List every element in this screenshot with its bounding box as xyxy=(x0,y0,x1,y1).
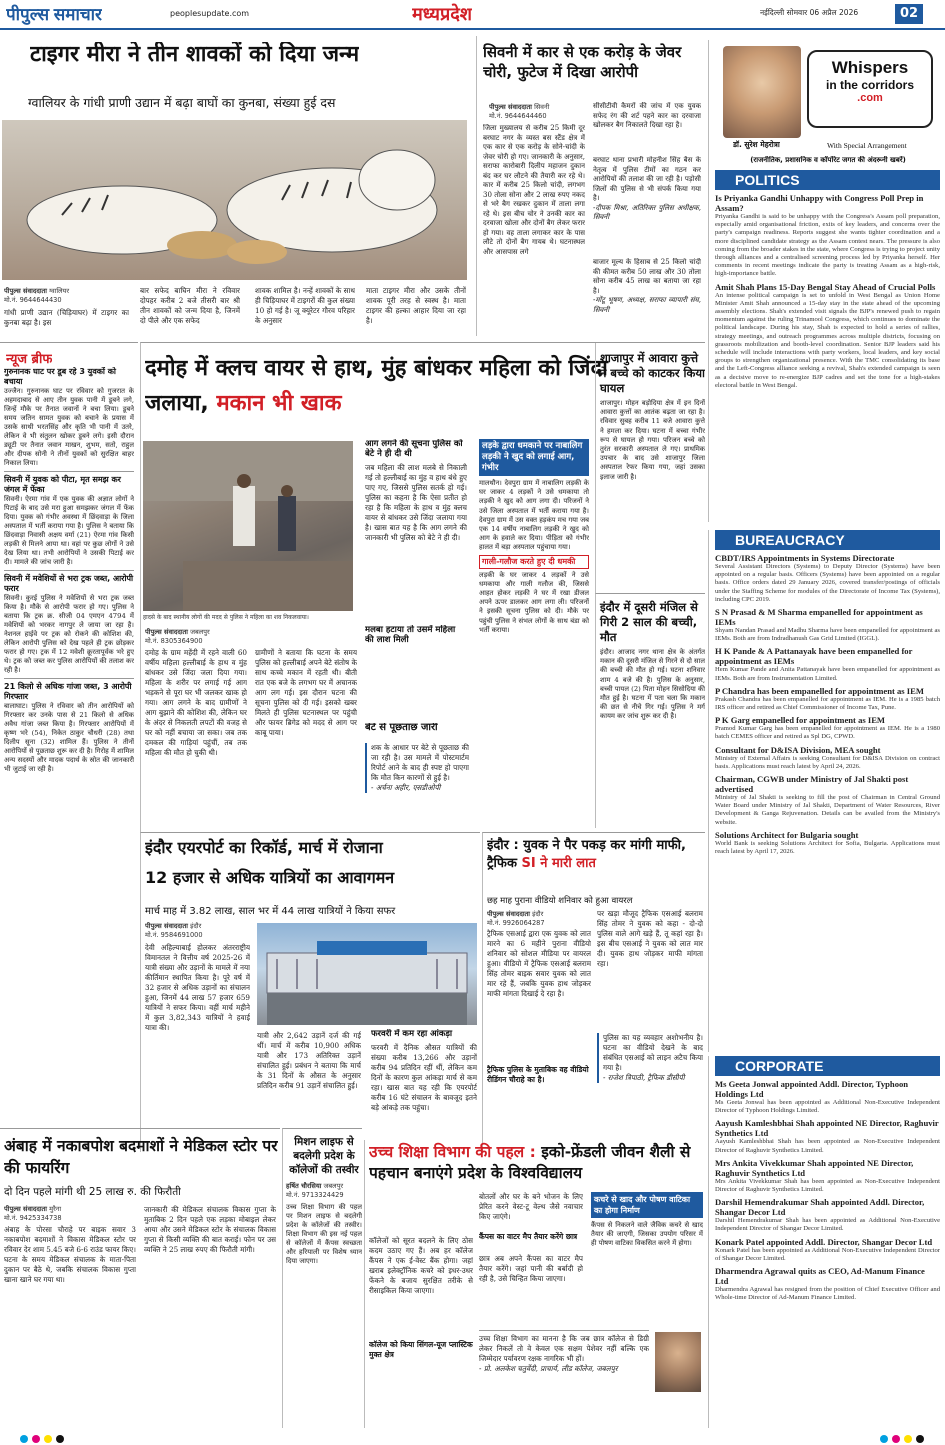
traffic-quote-author: - राजेश त्रिपाठी, ट्रैफिक डीसीपी xyxy=(603,1073,685,1082)
damoh-quote-author: - अर्चना अहीर, एसडीओपी xyxy=(371,783,441,792)
damoh-quote xyxy=(365,743,469,793)
politics-head-1: Is Priyanka Gandhi Unhappy with Congress Poll Prep in Assam? xyxy=(715,193,924,213)
traffic-col2: पर खड़ा मौजूद ट्रैफिक एसआई बलराम सिंह तोमर ने युवक को कहा - दो-दो पुलिस वाले आगे खड़े हैं, तू कहां रहा है। इस बीच एसआई ने युवक को लात मार दी। युवक हाथ जोड़कर माफी मांगता रहा। xyxy=(597,909,703,968)
airport-sub: फरवरी में कम रहा आंकड़ा xyxy=(371,1029,453,1039)
registration-dot-7 xyxy=(904,1435,912,1443)
professor-photo xyxy=(655,1332,701,1392)
tiger-subhead: ग्वालियर के गांधी प्राणी उद्यान में बढ़ा बाघों का कुनबा, संख्या हुई दस xyxy=(28,95,336,110)
bureaucracy-head-5: P K Garg empanelled for appointment as IEM xyxy=(715,715,886,726)
whispers-author: डॉ. सुरेश मेहरोत्रा xyxy=(733,140,780,149)
seoni-byline-name: पीपुल्स संवाददाता xyxy=(489,103,533,111)
ambah-headline: अंबाह में नकाबपोश बदमाशों ने मेडिकल स्टोर पर की फायरिंग xyxy=(4,1137,278,1177)
traffic-byline-name: पीपुल्स संवाददाता xyxy=(487,910,531,918)
corporate-head-4: Darshil Hemendrakumar Shah appointed Addl. Director, Shangar Decor Ltd xyxy=(715,1197,925,1218)
brief-divider-1 xyxy=(4,471,134,472)
seoni-col1: जिला मुख्यालय से करीब 25 किमी दूर बरघाट नगर के व्यस्त बस स्टैंड क्षेत्र में एक कार से एक करोड़ के सोने-चांदी के जेवर चोरी हो गए। जानकारी के अनुसार, सराफा कारोबारी दिलीप महाजन दुकान बंद कर घर लौटने की तैयारी कर रहे थे। कार में करीब 25 किलो चांदी, लगभग 30 तोला सोना और 2 लाख रुपए नकद से भरे बैग रखकर दुकान में ताला लगा रहे थे। इस बीच चोर ने उनकी कार का दरवाजा खोला और दोनों बैग लेकर फरार हो गया। वह ताला लगाकर कार के पास लौटे तो दोनों बैग गायब थे। घटनास्थल और आसपास लगे xyxy=(483,124,585,256)
traffic-quote xyxy=(597,1033,703,1083)
airport-illustration xyxy=(257,923,477,1025)
page-number: 02 xyxy=(895,4,923,24)
damoh-byline-city: जबलपुर xyxy=(190,628,210,636)
brief-body-3: सिवनी। कुरई पुलिस ने मवेशियों से भरा ट्रक जब्त किया है। मौके से आरोपी फरार हो गए। पुलिस ने बताया कि ट्रक क्र. सीजी 04 एमएन 4794 में मवेशियों को भरकर नागपुर ले जाया जा रहा है। नेशनल हाईवे पर ट्रक को रोकने की कोशिश की, लेकिन आरोपी पुलिस को देख पहले ही ट्रक छोड़कर फरार हो गए। ट्रक में 12 मवेशी क्रूरतापूर्वक भरे हुए थे। ट्रक को जब्त कर पुलिस आरोपियों की तलाश कर रही है। xyxy=(4,594,134,674)
tiger-col4: माता टाइगर मीरा और उसके तीनों शावक पूरी तरह से स्वस्थ है। माता टाइगर की हल्का आहार दिया जा रहा है। xyxy=(366,286,466,325)
bureaucracy-head-6: Consultant for D&ISA Division, MEA sought xyxy=(715,744,881,755)
ambah-mobile: मो.नं. 9425334738 xyxy=(4,1214,62,1222)
airport-story xyxy=(140,832,480,1152)
seoni-quote1-author: -दीपक मिश्रा, अतिरिक्त पुलिस अधीक्षक, सिवनी xyxy=(593,203,701,221)
corporate-body-5: Konark Patel has been appointed as Additional Non-Executive Independent Director of Shangar Decor Limited. xyxy=(715,1246,940,1262)
bureaucracy-head-1: CBDT/IRS Appointments in Systems Directorate xyxy=(715,553,895,563)
whispers-logo-line1: Whispers xyxy=(831,58,909,77)
damoh-sub2: मलबा हटाया तो उसमें महिला की लाश मिली xyxy=(365,625,456,645)
mission-story xyxy=(282,1128,362,1428)
news-brief-label: न्यूज ब्रीफ xyxy=(6,352,53,367)
ambah-byline xyxy=(4,1204,124,1222)
indore-fall-body: इंदौर। आजाद नगर थाना क्षेत्र के अंतर्गत मकान की दूसरी मंजिल से गिरने से दो साल की बच्ची की मौत हो गई। घटना शनिवार शाम 4 बजे की है। पुलिस के अनुसार, बच्ची पायल (2) पिता मोहन सिसोदिया की मौत हुई है। घटना में पता चला कि मकान की छत से नीचे गिर गई। पुलिस ने मर्ग कायम कर जांच शुरू कर दी है। xyxy=(600,648,705,721)
indore-fall-headline: इंदौर में दूसरी मंजिल से गिरी 2 साल की बच्ची, मौत xyxy=(600,600,698,644)
section-title: मध्यप्रदेश xyxy=(412,4,473,25)
whispers-logo xyxy=(807,50,933,128)
politics-title: POLITICS xyxy=(715,170,940,190)
traffic-story xyxy=(482,832,705,1152)
bureaucracy-body-3: Hem Kumar Pande and Anita Pattanayak have been empanelled for appointment as IEMs. Both are from Instrumentation Limited. xyxy=(715,666,940,682)
brand-logo: पीपुल्स समाचार xyxy=(6,5,103,24)
politics-body-2: An intense political campaign is set to unfold in West Bengal as Union Home Minister Amit Shah announced a 15-day stay in the state ahead of the upcoming assembly elections. Shah's extended visit signals the BJP's renewed push to regain momentum against the ruling Trinamool Congress, which continues to dominate the political landscape. During his stay, Shah is expected to hold a series of rallies, strategy meetings, and outreach programmes across multiple districts, focusing on grassroots mobilization and booth-level coordination. Senior BJP leaders said his schedule will include interactions with party workers, local leaders, and key social groups to strengthen organizational presence. With the TMC consolidating its base and the Left-Congress alliance seeking a revival, Shah's extended campaign is seen as a decisive move to re-energize BJP cadres and set the tone for a high-stakes electoral battle in West Bengal. xyxy=(715,291,940,389)
traffic-col1: ट्रैफिक एसआई द्वारा एक युवक को लात मारने का 6 महीने पुराना वीडियो शनिवार को सोशल मीडिया पर वायरल हुआ। वीडियो में ट्रैफिक एसआई बलराम सिंह तोमर बाइक सवार युवक को लात मार रहे हैं, जबकि युवक हाथ जोड़कर माफी मांगता दिखाई दे रहा है। xyxy=(487,929,591,998)
damoh-byline xyxy=(145,627,350,645)
damoh-headline-black: दमोह में क्लच वायर से हाथ, मुंह बांधकर महिला को जिंदा जलाया, xyxy=(145,356,608,416)
mission-byline-city: जबलपुर xyxy=(323,1182,344,1190)
brief-divider-3 xyxy=(4,678,134,679)
damoh-byline-name: पीपुल्स संवाददाता xyxy=(145,628,189,636)
mission-mobile: मो.नं. 9713324429 xyxy=(286,1191,344,1199)
bureaucracy-head-8: Solutions Architect for Bulgaria sought xyxy=(715,829,859,840)
mission-body: उच्च शिक्षा विभाग की पहल पर मिशन लाइफ से बदलेगी प्रदेश के कॉलेजों की तस्वीर। शिक्षा विभाग की इस नई पहल से कॉलेजों में कैंपस स्वच्छता और हरियाली पर विशेष ध्यान दिया जाएगा। xyxy=(286,1203,362,1265)
bureaucracy-body-2: Shyam Nandan Prasad and Madhu Sharma have been empanelled for appointment as IEMs. Both are from Indradhanush Gas Grid Limited (IGGL). xyxy=(715,627,940,643)
damoh-caption: हादसे के बाद स्थानीय लोगों की मदद से पुलिस ने महिला का शव निकलवाया। xyxy=(143,614,309,621)
traffic-subhead: छह माह पुराना वीडियो शनिवार को हुआ वायरल xyxy=(487,896,633,906)
white-tigers-photo xyxy=(2,120,467,280)
shajapur-headline: शाजापुर में आवारा कुत्ते ने बच्चे को काटकर किया घायल xyxy=(600,351,705,395)
traffic-byline-city: इंदौर xyxy=(532,910,544,918)
bureaucracy-head-7: Chairman, CGWB under Ministry of Jal Shakti post advertised xyxy=(715,774,909,795)
whispers-logo-line3: .com xyxy=(857,92,883,104)
seoni-mobile: मो.नं. 9644644460 xyxy=(489,112,547,120)
seoni-quote1 xyxy=(593,156,701,223)
higher-ed-col2: बोतलों और घर के बने भोजन के लिए प्रेरित करने वेस्ट-टू वेल्थ जैसे नवाचार किए जाएंगे। xyxy=(479,1192,583,1221)
airport-headline-1: इंदौर एयरपोर्ट का रिकॉर्ड, मार्च में रोजाना xyxy=(145,838,383,857)
bureaucracy-body-4: Prakash Chandra has been empanelled for appointment as IEM. He is a 1985 batch IRS officer and retired as Chief Commissioner of Income Tax, Pune. xyxy=(715,695,940,712)
higher-ed-headline-black: इको-फ्रेंडली जीवन शैली से पहचान बनाएंगे प्रदेश के विश्वविद्यालय xyxy=(369,1143,691,1182)
registration-dot-4 xyxy=(56,1435,64,1443)
print-color-bar xyxy=(0,1432,945,1445)
airport-headline-2: 12 हजार से अधिक यात्रियों का आवागमन xyxy=(145,868,395,887)
politics-head-2: Amit Shah Plans 15-Day Bengal Stay Ahead of Crucial Polls xyxy=(715,281,936,292)
tiger-mobile: मो.नं. 9644644430 xyxy=(4,296,62,304)
corporate-body-4: Darshil Hemendrakumar Shah has been appointed as Additional Non-Executive Independent Director of Shangar Decor Limited. xyxy=(715,1217,940,1233)
tiger-illustration xyxy=(2,120,467,280)
ambah-byline-name: पीपुल्स संवाददाता xyxy=(4,1205,48,1213)
higher-ed-quote-text: उच्च शिक्षा विभाग का मानना है कि जब छात्र कॉलेज से डिग्री लेकर निकलें तो वे केवल एक सक्षम पेशेवर नहीं बल्कि एक जिम्मेदार पर्यावरण रक्षक नागरिक भी हों। xyxy=(479,1334,649,1363)
seoni-quote1-text: बरघाट थाना प्रभारी मोहनीश सिंह बैस के नेतृत्व में पुलिस टीमों का गठन कर आरोपियों की तलाश की जा रही है। पड़ोसी जिलों की पुलिस से भी संपर्क किया गया है। xyxy=(593,156,701,202)
whispers-tagline: (राजनीतिक, प्रशासनिक व कॉर्पोरेट जगत की अंदरूनी खबरें) xyxy=(750,156,906,164)
higher-ed-headline-red: उच्च शिक्षा विभाग की पहल : xyxy=(369,1143,536,1161)
indore-airport-photo xyxy=(257,923,477,1025)
higher-ed-sub: कॉलेज को किया सिंगल-यूज प्लास्टिक मुक्त क्षेत्र xyxy=(369,1340,473,1359)
corporate-section xyxy=(708,1056,940,1428)
brief-head-4: 21 किलो से अधिक गांजा जब्त, 3 आरोपी गिरफ्तार xyxy=(4,682,132,701)
registration-dot-6 xyxy=(892,1435,900,1443)
ambah-story xyxy=(0,1128,280,1428)
traffic-headline xyxy=(487,837,705,873)
higher-ed-box xyxy=(591,1192,703,1322)
brief-divider-2 xyxy=(4,570,134,571)
news-brief-list xyxy=(4,367,134,774)
bureaucracy-head-2: S N Prasad & M Sharma empanelled for appointment as IEMs xyxy=(715,607,923,628)
seoni-quote2 xyxy=(593,258,701,315)
damoh-story xyxy=(140,342,705,832)
airport-mobile: मो.नं. 9584691000 xyxy=(145,931,203,939)
girl-body2: लड़की के घर जाकर 4 लड़कों ने उसे धमकाया और गाली गलौज की, जिससे आहत होकर लड़की ने घर में रखा डीजल अपने ऊपर डालकर आग लगा ली। परिजनों ने इसकी सूचना पुलिस को दी। मौके पर पहुंची पुलिस ने संभल लोगों के साथ बंडा को भर्ती कराया। xyxy=(479,570,589,634)
tiger-col3: शावक शामिल है। नन्हें शावकों के साथ ही चिड़ियाघर में टाइगरों की कुल संख्या 10 हो गई है। जू क्यूरेटर गौरव परिहार के अनुसार xyxy=(255,286,355,325)
masthead xyxy=(0,0,945,30)
higher-education-story xyxy=(364,1140,705,1428)
damoh-col2: जब महिला की लाश मलबे से निकाली गई तो हल्लीबाई का मुंह व हाथ बंधे हुए पाए गए, जिससे पुलिस सतर्क हो गई। पुलिस का कहना है कि ऐसा प्रतीत हो रहा है कि महिला के हाथ व मुंह क्लच वायर से बांधकर उसे जिंदा जलाया गया है। खास बात यह है कि आग लगने की जानकारी भी पुलिस को बेटे ने ही दी। xyxy=(365,463,467,542)
ambah-col2: जानकारी की मेडिकल संचालक विकास गुप्ता के मुताबिक 2 दिन पहले एक लड़का मोबाइल लेकर आया और उसने मेडिकल स्टोर के संचालक विकास गुप्ता से किसी व्यक्ति की बात कराई। फोन पर उस व्यक्ति ने 25 लाख रुपए की फिरौती मांगी। xyxy=(144,1205,276,1254)
damoh-scene-photo xyxy=(143,441,353,611)
ambah-col1: अंबाह के पोरसा चौराहे पर बाइक सवार 3 नकाबपोश बदमाशों ने विकास मेडिकल स्टोर पर रविवार देर शाम 5.45 बजे 6-6 राउंड फायर किए। घटना के समय मेडिकल संचालक के माता-पिता दुकान पर बैठे थे, जबकि संचालक विकास गुप्ता खाना खाने घर गया था। xyxy=(4,1225,136,1284)
edition-date: नईदिल्ली सोमवार 06 अप्रैल 2026 xyxy=(760,8,859,17)
higher-ed-box-title: कचरे से खाद और पोषण वाटिका का होगा निर्माण xyxy=(591,1192,703,1218)
author-photo xyxy=(723,46,801,138)
corporate-body-1: Ms Geeta Jonwal has been appointed as Additional Non-Executive Independent Director of Typhoon Holdings Limited. xyxy=(715,1099,940,1115)
seoni-col2: सीसीटीवी कैमरों की जांच में एक युवक सफेद रंग की शर्ट पहने कार का दरवाजा खोलकर बैग निकालते दिखा रहा है। xyxy=(593,102,701,129)
corporate-body-6: Dharmendra Agrawal has resigned from the position of Chief Executive Officer and Whole-time Director of Ad-Manum Finance Limited. xyxy=(715,1286,940,1302)
damoh-quote-text: शक के आधार पर बेटे से पूछताछ की जा रही है। उस मामले में पोस्टमार्टम रिपोर्ट आने के बाद ही स्पष्ट हो पाएगा कि मौत किन कारणों से हुई है। xyxy=(371,743,469,782)
shajapur-story xyxy=(595,343,705,593)
airport-byline-name: पीपुल्स संवाददाता xyxy=(145,922,189,930)
politics-body-1: Priyanka Gandhi is said to be unhappy with the Congress's Assam poll preparation, especially amid organisational friction, exits of key leaders, and concerns over the party's campaign readiness. Reports suggest she wants tighter coordination and a more disciplined candidate strategy as the Assam contest nears. The pressure is also coming from the broader stakes in the state, where Congress is trying to project unity through alliances and a centralised screening process led by Priyanka herself. Her comments in recent meetings indicate the party is treating Assam as a high-risk, high-importance battle. xyxy=(715,213,940,278)
bureaucracy-body-5: Pramod Kumar Garg has been empanelled for appointment as IEM. He is a 1980 batch CEMES officer and retired as Spl DG, CPWD. xyxy=(715,725,940,741)
damoh-scene-illustration xyxy=(143,441,353,611)
ambah-subhead: दो दिन पहले मांगी थी 25 लाख रु. की फिरौती xyxy=(4,1186,181,1198)
damoh-headline xyxy=(145,351,615,421)
girl-body: मालथौन। देवपुरा ग्राम में नाबालिग लड़की के घर जाकर 4 लड़कों ने उसे धमकाया तो लड़की ने खुद को आग लगा दी। परिजनों ने उसे जिला अस्पताल में भर्ती कराया गया है। देवपुरा ग्राम में उस वक्त हड़कंप मच गया जब एक 14 वर्षीय नाबालिग लड़की ने खुद को आग के हवाले कर दिया। पीड़िता को गंभीर हालत में बड़ा अस्पताल पहुंचाया गया। xyxy=(479,479,589,552)
higher-ed-headline xyxy=(369,1142,705,1184)
tiger-byline xyxy=(4,286,114,304)
girl-story xyxy=(479,439,589,829)
damoh-mobile: मो.नं. 8305364900 xyxy=(145,637,203,645)
brief-head-3: सिवनी में मवेशियों से भरा ट्रक जब्त, आरोपी फरार xyxy=(4,574,134,593)
traffic-headline-pre: इंदौर : युवक ने पैर पकड़ कर मांगी माफी, ट्रैफिक xyxy=(487,838,686,871)
seoni-byline-city: सिवनी xyxy=(534,103,550,111)
bureaucracy-section xyxy=(708,530,940,1052)
higher-ed-box-body: कैंपस से निकलने वाले जैविक कचरे से खाद तैयार की जाएगी, जिसका उपयोग परिसर में ही पोषण वाटिका विकसित करने में होगा। xyxy=(591,1221,703,1247)
airport-col2: यात्री और 2,642 उड़ानें दर्ज की गई थीं। मार्च में करीब 10,900 अधिक यात्री और 173 अतिरिक्त उड़ानें संचालित हुई। प्रबंधन ने बताया कि मार्च के 31 दिनों के औसत के अनुसार प्रतिदिन करीब 91 उड़ानें संचालित हुई। xyxy=(257,1031,361,1090)
corporate-head-1: Ms Geeta Jonwal appointed Addl. Director, Typhoon Holdings Ltd xyxy=(715,1079,909,1099)
damoh-headline-red: मकान भी खाक xyxy=(216,391,342,416)
news-brief-column xyxy=(0,342,138,927)
girl-box-title: लड़के द्वारा धमकाने पर नाबालिग लड़की ने खुद को लगाई आग, गंभीर xyxy=(479,439,589,476)
corporate-body-3: Mrs Ankita Vivekkumar Shah has been appointed as Non-Executive Independent Director of Raghuvir Synthetics Limited. xyxy=(715,1177,940,1194)
brief-body-4: बालाघाट। पुलिस ने रविवार को तीन आरोपियों को गिरफ्तार कर उनके पास से 21 किलो से अधिक अवैध गांजा जब्त किया है। गिरफ्तार आरोपियों में कृष्ण भरे (54), निकेत ठाकुर चौधरी (28) तथा दिलीप सूना (32) शामिल हैं। पुलिस ने तीनों आरोपियों से पूछताछ शुरू कर दी है। गिरोह में शामिल अन्य सदस्यों और मादक पदार्थ के स्रोत की जानकारी भी जुटाई जा रही है। xyxy=(4,702,134,773)
whispers-header xyxy=(708,40,940,170)
bureaucracy-head-4: P Chandra has been empanelled for appointment as IEM xyxy=(715,685,924,696)
higher-ed-col1-visible: कॉलेजों को सूरत बदलने के लिए ठोस कदम उठाए गए हैं। अब हर कॉलेज कैंपस ने एक ई-वेस्ट बैंक होगा। जहां खराब इलेक्ट्रॉनिक कचरे को इधर-उधर फेंकने के बजाय सुरक्षित तरीके से रीसाइकिल किया जाएगा। xyxy=(369,1236,473,1295)
whispers-logo-line2: in the corridors xyxy=(825,78,914,92)
airport-subhead: मार्च माह में 3.82 लाख, साल भर में 44 लाख यात्रियों ने किया सफर xyxy=(145,906,396,917)
airport-col3: फरवरी में दैनिक औसत यात्रियों की संख्या करीब 13,266 और उड़ानों करीब 94 प्रतिदिन रहीं थीं, लेकिन कम दिनों के कारण कुल आंकड़ा मार्च से कम रहा। खास बात यह रही कि एयरपोर्ट करीब 16 घंटे संचालन के बावजूद इतने बड़े आंकड़े तक पहुंचा। xyxy=(371,1043,477,1112)
brief-body-1: उज्जैन। गुरुनानक घाट पर रविवार को गुजरात के अहमदाबाद से आए तीन युवक पानी में डूबने लगे, जिन्हें मौके पर तैनात जवानों ने बचा लिया। डूबने समय जतिन सामत युवक को बचाने के प्रयास में उसके साथी भरतसिंह और कृति भी पानी में उतरे, लेकिन वे भी संतुलन खोकर डूबने लगे। इसी दौरान ड्यूटी पर तैनात जवान माखन, शुभम, सतो, राहुल और दीपक सोनी ने तीनों युवकों को सुरक्षित बाहर निकाल लिया। xyxy=(4,387,134,467)
bureaucracy-head-3: H K Pande & A Pattanayak have been empanelled for appointment as IEMs xyxy=(715,646,913,667)
brief-head-1: गुरुनानक घाट पर डूब रहे 3 युवकों को बचाया xyxy=(4,367,116,386)
bureaucracy-body-1: Several Assistant Directors (Systems) to Deputy Director (Systems) have been appointed on a regular basis. Officers (Systems) have been appointed on a regular basis. Office orders dated 29 January 2026, covered transfer/postings of officials under the Staffing Scheme for modules of the Directorate of Income Tax (Systems), including CPC 2019. xyxy=(715,563,940,603)
damoh-col3: ग्रामीणों ने बताया कि घटना के समय पुलिस को हल्लीबाई अपने बेटे संतोष के साथ कच्चे मकान में रहती थी। बीती रात एक बजे के लगभग घर में अचानक आग लग गई। इस दौरान घटना की सूचना पुलिस को दी गई। इसको खबर मिलते ही पुलिस घटनास्थल पर पहुंची और फायर ब्रिगेड को मदद से आग पर काबू पाया। xyxy=(255,648,357,737)
ambah-byline-city: मुरैना xyxy=(49,1205,62,1213)
traffic-sub: ट्रैफिक पुलिस के मुताबिक वह वीडियो रीडिंगन चौराहे का है। xyxy=(487,1065,589,1084)
corporate-head-6: Dharmendra Agrawal quits as CEO, Ad-Manum Finance Ltd xyxy=(715,1266,925,1287)
corporate-head-3: Mrs Ankita Vivekkumar Shah appointed NE Director, Raghuvir Synthetics Ltd xyxy=(715,1157,914,1178)
shajapur-body: शाजापुर। मोहन बड़ोदिया क्षेत्र में इन दिनों आवारा कुत्तों का आतंक बढ़ता जा रहा है। रविवार सुबह करीब 11 बजे आवारा कुत्ते ने हमला कर दिया। घटना में बच्चा गंभीर रूप से घायल हो गया। परिजन बच्चे को तुरंत सरकारी अस्पताल ले गए। प्राथमिक उपचार के बाद उसे शाजापुर जिला अस्पताल रेफर किया गया, जहां उसका इलाज जारी है। xyxy=(600,399,705,481)
mission-headline: मिशन लाइफ से बदलेगी प्रदेश के कॉलेजों की तस्वीर xyxy=(289,1136,359,1176)
traffic-mobile: मो.नं. 9926064287 xyxy=(487,919,545,927)
higher-ed-col3: छात्र अब अपने कैंपस का वाटर मैप तैयार करेंगे। जहां पानी की बर्बादी हो रही है, उसे चिन्हित किया जाएगा। xyxy=(479,1254,583,1283)
damoh-col1: दमोह के ग्राम महेंदी में रहने वाली 60 वर्षीय महिला हल्लीबाई के हाथ व मुंह बांधकर उसे जिंदा जला दिया गया। महिला के शरीर पर लगाई गई आग भड़कने से पूरा घर भी जलकर खाक हो गया। आग लगने के बाद ग्रामीणों ने आग बुझाने की कोशिश की, लेकिन घर के अंदर से निकलती लपटों की वजह से घर को नहीं बचाया जा सका। जब तक दमकल की गाड़ियां पहुंचीं, तब तक महिला की मौत हो चुकी थी। xyxy=(145,648,247,757)
higher-ed-quote xyxy=(479,1330,649,1374)
traffic-quote-text: पुलिस का यह व्यवहार अशोभनीय है। घटना का वीडियो देखने के बाद संबंधित एसआई को लाइन अटैच किया गया है। xyxy=(603,1033,703,1072)
damoh-sub1: आग लगने की सूचना पुलिस को बेटे ने ही दी थी xyxy=(365,439,463,459)
airport-byline xyxy=(145,921,255,939)
corporate-head-5: Konark Patel appointed Addl. Director, Shangar Decor Ltd xyxy=(715,1236,933,1247)
tiger-headline: टाइगर मीरा ने तीन शावकों को दिया जन्म xyxy=(30,42,360,67)
seoni-byline xyxy=(489,102,584,120)
indore-fall-story xyxy=(595,593,705,828)
traffic-headline-si: SI xyxy=(521,856,536,871)
registration-dot-2 xyxy=(32,1435,40,1443)
mission-byline xyxy=(286,1181,362,1199)
mission-byline-name: हर्षित चौरसिया xyxy=(286,1182,322,1190)
brief-body-2: सिवनी। ऐरमा गांव में एक युवक की अज्ञात लोगों ने पिटाई के बाद उसे मरा हुआ समझकर जंगल में फेंक दिया। युवक को गंभीर अवस्था में छिंदवाड़ा के जिला अस्पताल में भर्ती कराया गया है। पुलिस ने बताया कि छिंदवाड़ा निवासी अक्षय वर्मा (21) ऐरमा गांव किसी लड़की से मिलने आया था। वहां पर कुछ लोगों ने उसे देख लिया था। तभी आरोपियों ने उसकी पिटाई कर दी। मामले की जांच जारी है। xyxy=(4,495,134,566)
site-url[interactable]: peoplesupdate.com xyxy=(170,9,250,18)
higher-ed-quote-author: - प्रो. अलकेश चतुर्वेदी, प्राचार्य, लीड कॉलेज, जबलपुर xyxy=(479,1364,618,1373)
corporate-head-2: Aayush Kamleshbhai Shah appointed NE Director, Raghuvir Synthetics Ltd xyxy=(715,1118,939,1139)
traffic-headline-post: ने मारी लात xyxy=(540,856,596,871)
damoh-sub3: बेटे से पूछताछ जारी xyxy=(365,723,438,733)
corporate-body-2: Aayush Kamleshbhai Shah has been appointed as Non-Executive Independent Director of Raghuvir Synthetics Limited. xyxy=(715,1138,940,1154)
politics-section xyxy=(708,170,940,522)
tiger-byline-city: ग्वालियर xyxy=(49,287,70,295)
bureaucracy-body-8: World Bank is seeking Solutions Architect for Sofia, Bulgaria. Applications must reach latest by April 17, 2026. xyxy=(715,839,940,856)
seoni-story xyxy=(476,36,704,336)
tiger-col2: बार सफेद बाघिन मीरा ने रविवार दोपहर करीब 2 बजे तीसरी बार श्री तीन शावकों को जन्म दिया है, जिनमें दो पीले और एक सफेद xyxy=(140,286,240,325)
corporate-title: CORPORATE xyxy=(715,1056,940,1076)
bureaucracy-title: BUREAUCRACY xyxy=(715,530,940,550)
tiger-byline-name: पीपुल्स संवाददाता xyxy=(4,287,48,295)
traffic-byline xyxy=(487,909,597,927)
girl-sub: गाली-गलौज करते हुए दी धमकी xyxy=(479,555,589,569)
seoni-headline: सिवनी में कार से एक करोड़ के जेवर चोरी, फुटेज में दिखा आरोपी xyxy=(483,43,682,81)
tiger-story xyxy=(0,36,470,341)
tiger-col1: गांधी प्राणी उद्यान (चिड़ियाघर) में टाइगर का कुनबा बढ़ा है। इस xyxy=(4,308,129,327)
seoni-quote2-author: -मोंटू भूषण, अध्यक्ष, सराफा व्यापारी संघ, सिवनी xyxy=(593,296,701,314)
brief-head-2: सिवनी में युवक को पीटा, मृत समझ कर जंगल में फेंका xyxy=(4,475,121,494)
airport-col1: देवी अहिल्याबाई होलकर अंतरराष्ट्रीय विमानतल ने वित्तीय वर्ष 2025-26 में यात्री संख्या और उड़ानों के मामले में नया कीर्तिमान स्थापित किया है। पूरे वर्ष में 32 हजार से अधिक उड़ानों का संचालन हुआ, जिनमें 44 लाख 57 हजार 659 यात्रियों ने सफर किया। वहीं मार्च महीने में कुल 3,82,343 यात्रियों ने हवाई यात्रा की। xyxy=(145,943,250,1032)
seoni-quote2-text: बाजार मूल्य के हिसाब से 25 किलो चांदी की कीमत करीब 50 लाख और 30 तोला सोना करीब 45 लाख का बताया जा रहा है। xyxy=(593,258,701,295)
bureaucracy-body-7: Ministry of Jal Shakti is seeking to fill the post of Chairman in Central Ground Water Board under Ministry of Jal Shakti, Department of Water Resources, River Development & Ganga Rejuvenation. Details can be availed from the Ministry's website. xyxy=(715,794,940,826)
registration-dot-8 xyxy=(916,1435,924,1443)
registration-dot-3 xyxy=(44,1435,52,1443)
registration-dot-5 xyxy=(880,1435,888,1443)
whispers-note: With Special Arrangement xyxy=(827,141,907,150)
airport-byline-city: इंदौर xyxy=(190,922,202,930)
bureaucracy-body-6: Ministry of External Affairs is seeking Consultant for D&ISA Division on contract basis. Applications must reach latest by April 24, 2026. xyxy=(715,754,940,770)
higher-ed-sub2: कैंपस का वाटर मैप तैयार करेंगे छात्र xyxy=(479,1232,578,1241)
registration-dot-1 xyxy=(20,1435,28,1443)
